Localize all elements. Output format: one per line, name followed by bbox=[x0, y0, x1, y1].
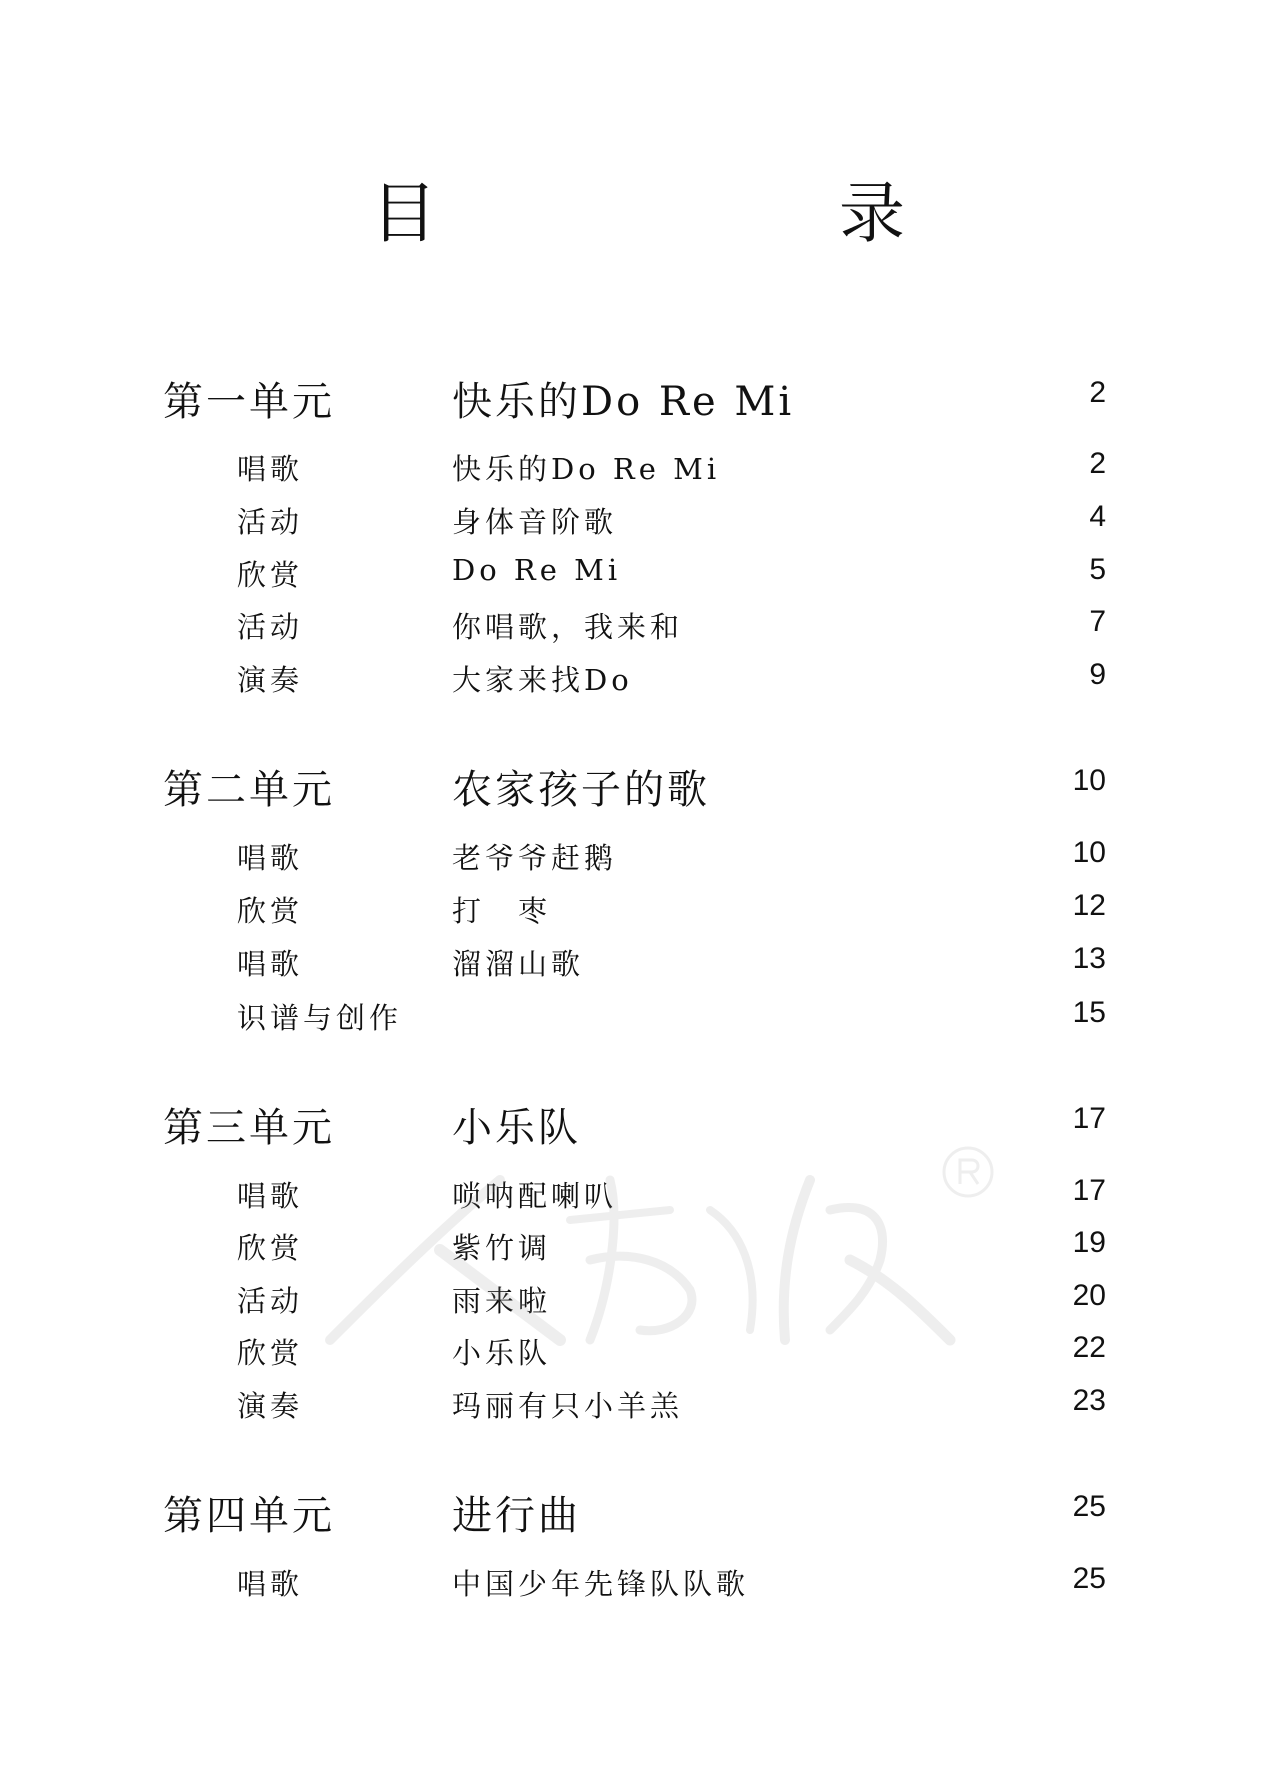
item-category: 欣赏 bbox=[237, 558, 304, 592]
item-title: 老爷爷赶鹅 bbox=[452, 841, 618, 875]
toc-item[interactable] bbox=[0, 942, 1276, 998]
item-page-number: 7 bbox=[1089, 605, 1106, 638]
item-category: 欣赏 bbox=[237, 1231, 304, 1265]
toc-item[interactable] bbox=[0, 500, 1276, 556]
item-category: 识谱与创作 bbox=[237, 1001, 403, 1035]
page-title: 目 录 bbox=[371, 175, 995, 252]
item-title: 中国少年先锋队队歌 bbox=[452, 1567, 750, 1601]
item-page-number: 10 bbox=[1072, 836, 1106, 869]
item-title: 大家来找Do bbox=[452, 663, 633, 697]
publisher-watermark-logo bbox=[290, 1140, 1010, 1360]
item-page-number: 5 bbox=[1089, 553, 1106, 586]
item-title: 打 枣 bbox=[452, 894, 552, 928]
unit-row-4[interactable] bbox=[0, 1484, 1276, 1540]
item-page-number: 9 bbox=[1089, 658, 1106, 691]
item-page-number: 23 bbox=[1072, 1384, 1106, 1417]
item-title: 快乐的Do Re Mi bbox=[452, 452, 721, 486]
item-title: 玛丽有只小羊羔 bbox=[452, 1389, 684, 1423]
item-page-number: 19 bbox=[1072, 1226, 1106, 1259]
toc-item[interactable] bbox=[0, 605, 1276, 661]
item-page-number: 15 bbox=[1072, 996, 1106, 1029]
unit-page-number: 25 bbox=[1072, 1490, 1106, 1523]
unit-title: 进行曲 bbox=[452, 1493, 581, 1539]
item-category: 活动 bbox=[237, 505, 304, 539]
item-page-number: 17 bbox=[1072, 1174, 1106, 1207]
unit-page-number: 10 bbox=[1072, 764, 1106, 797]
item-category: 活动 bbox=[237, 610, 304, 644]
toc-item[interactable] bbox=[0, 658, 1276, 714]
item-title: 雨来啦 bbox=[452, 1284, 552, 1318]
item-page-number: 20 bbox=[1072, 1279, 1106, 1312]
item-category: 唱歌 bbox=[237, 452, 304, 486]
unit-title: 农家孩子的歌 bbox=[452, 767, 710, 813]
unit-page-number: 2 bbox=[1089, 376, 1106, 409]
item-category: 唱歌 bbox=[237, 947, 304, 981]
unit-title: 快乐的Do Re Mi bbox=[452, 379, 795, 425]
unit-label: 第四单元 bbox=[163, 1493, 335, 1539]
item-category: 演奏 bbox=[237, 663, 304, 697]
item-page-number: 22 bbox=[1072, 1331, 1106, 1364]
item-page-number: 12 bbox=[1072, 889, 1106, 922]
toc-item[interactable] bbox=[0, 447, 1276, 503]
item-category: 唱歌 bbox=[237, 841, 304, 875]
item-title: 你唱歌，我来和 bbox=[452, 610, 684, 644]
unit-page-number: 17 bbox=[1072, 1102, 1106, 1135]
unit-row-1[interactable] bbox=[0, 370, 1276, 426]
item-page-number: 2 bbox=[1089, 447, 1106, 480]
toc-item[interactable] bbox=[0, 889, 1276, 945]
item-title: 溜溜山歌 bbox=[452, 947, 585, 981]
item-category: 唱歌 bbox=[237, 1179, 304, 1213]
item-title: 唢呐配喇叭 bbox=[452, 1179, 618, 1213]
toc-item[interactable] bbox=[0, 1562, 1276, 1618]
item-page-number: 25 bbox=[1072, 1562, 1106, 1595]
toc-item[interactable] bbox=[0, 996, 1276, 1052]
item-page-number: 13 bbox=[1072, 942, 1106, 975]
toc-item[interactable] bbox=[0, 1384, 1276, 1440]
toc-item[interactable] bbox=[0, 836, 1276, 892]
item-category: 活动 bbox=[237, 1284, 304, 1318]
unit-label: 第三单元 bbox=[163, 1105, 335, 1151]
item-category: 欣赏 bbox=[237, 894, 304, 928]
item-title: 身体音阶歌 bbox=[452, 505, 618, 539]
item-category: 演奏 bbox=[237, 1389, 304, 1423]
item-page-number: 4 bbox=[1089, 500, 1106, 533]
item-title: 紫竹调 bbox=[452, 1231, 552, 1265]
unit-row-2[interactable] bbox=[0, 758, 1276, 814]
toc-item[interactable] bbox=[0, 553, 1276, 609]
item-title: Do Re Mi bbox=[452, 553, 622, 587]
unit-title: 小乐队 bbox=[452, 1105, 581, 1151]
item-category: 唱歌 bbox=[237, 1567, 304, 1601]
item-category: 欣赏 bbox=[237, 1336, 304, 1370]
unit-label: 第一单元 bbox=[163, 379, 335, 425]
unit-label: 第二单元 bbox=[163, 767, 335, 813]
item-title: 小乐队 bbox=[452, 1336, 552, 1370]
